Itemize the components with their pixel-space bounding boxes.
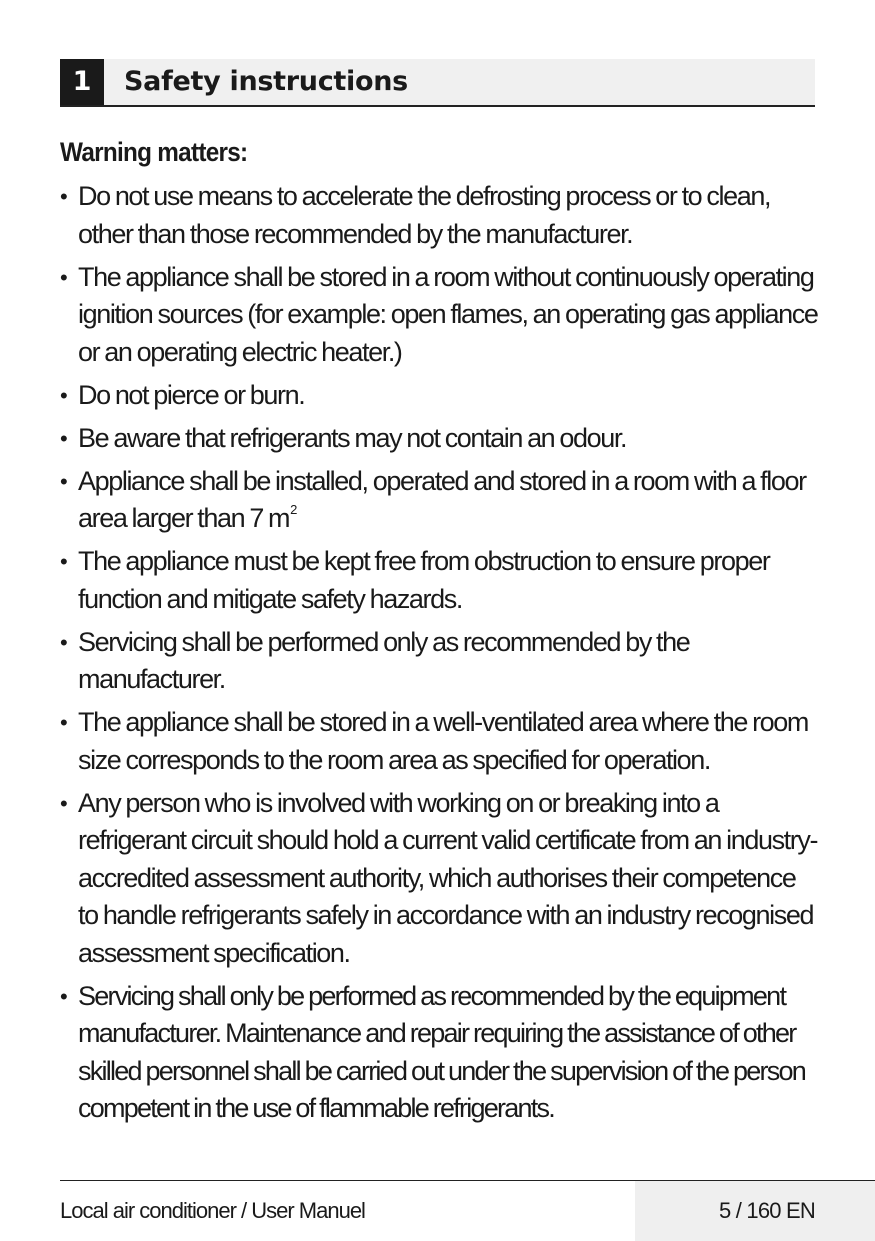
warning-heading: Warning matters: bbox=[60, 137, 248, 167]
list-item bbox=[60, 785, 820, 973]
safety-content bbox=[60, 128, 820, 1133]
list-item bbox=[60, 377, 820, 415]
list-item-text: The appliance shall be stored in a room without continuously operating ignition sources (for example: open flames, an operating gas appliance or an operating electric heater.) bbox=[78, 261, 818, 367]
bullet-icon: • bbox=[60, 549, 67, 574]
chapter-title: Safety instructions bbox=[124, 66, 408, 97]
bullet-icon: • bbox=[60, 629, 67, 655]
list-item bbox=[60, 178, 820, 253]
area-exponent: 2 bbox=[290, 502, 296, 517]
bullet-icon: • bbox=[60, 425, 67, 451]
list-item-text: The appliance must be kept free from obstruction to ensure proper function and mitigate safety hazards. bbox=[78, 546, 770, 614]
bullet-icon: • bbox=[60, 468, 67, 494]
bullet-icon: • bbox=[60, 382, 67, 408]
chapter-number: 1 bbox=[60, 59, 104, 105]
list-item-text: Do not use means to accelerate the defrosting process or to clean, other than those recommended by the manufacturer. bbox=[78, 181, 771, 249]
bullet-icon: • bbox=[60, 264, 67, 290]
bullet-icon: • bbox=[60, 710, 67, 735]
list-item-text: Servicing shall only be performed as recommended by the equipment manufacturer. Maintenance and repair requiring the assistance of other skilled personnel shall be carried out under the supervision of the person competent in the use of flammable refrigerants. bbox=[78, 980, 806, 1123]
list-item-text: Any person who is involved with working on or breaking into a refrigerant circuit should hold a current valid certificate from an industry-accredited assessment authority, which authorises their competence to handle refrigerants safely in accordance with an industry recognised assessment specification. bbox=[78, 787, 818, 968]
bullet-icon: • bbox=[60, 983, 66, 1009]
list-item bbox=[60, 543, 820, 618]
bullet-icon: • bbox=[60, 790, 67, 816]
footer-document-title: Local air conditioner / User Manuel bbox=[60, 1198, 365, 1223]
list-item bbox=[60, 624, 820, 699]
chapter-header bbox=[60, 59, 815, 107]
list-item-text: Do not pierce or burn. bbox=[78, 379, 305, 410]
list-item-text: The appliance shall be stored in a well-ventilated area where the room size corresponds to the room area as specified for operation. bbox=[78, 707, 808, 775]
list-item-text: Appliance shall be installed, operated and stored in a room with a floor area larger than 7 m bbox=[78, 465, 806, 533]
list-item bbox=[60, 978, 820, 1128]
list-item bbox=[60, 259, 820, 372]
list-item-text: Servicing shall be performed only as recommended by the manufacturer. bbox=[78, 626, 690, 694]
warning-list bbox=[60, 178, 820, 1128]
list-item bbox=[60, 463, 820, 538]
list-item bbox=[60, 420, 820, 458]
bullet-icon: • bbox=[60, 184, 67, 209]
list-item-text: Be aware that refrigerants may not contain an odour. bbox=[78, 422, 627, 453]
list-item bbox=[60, 704, 820, 779]
footer-page-number: 5 / 160 EN bbox=[719, 1198, 815, 1223]
